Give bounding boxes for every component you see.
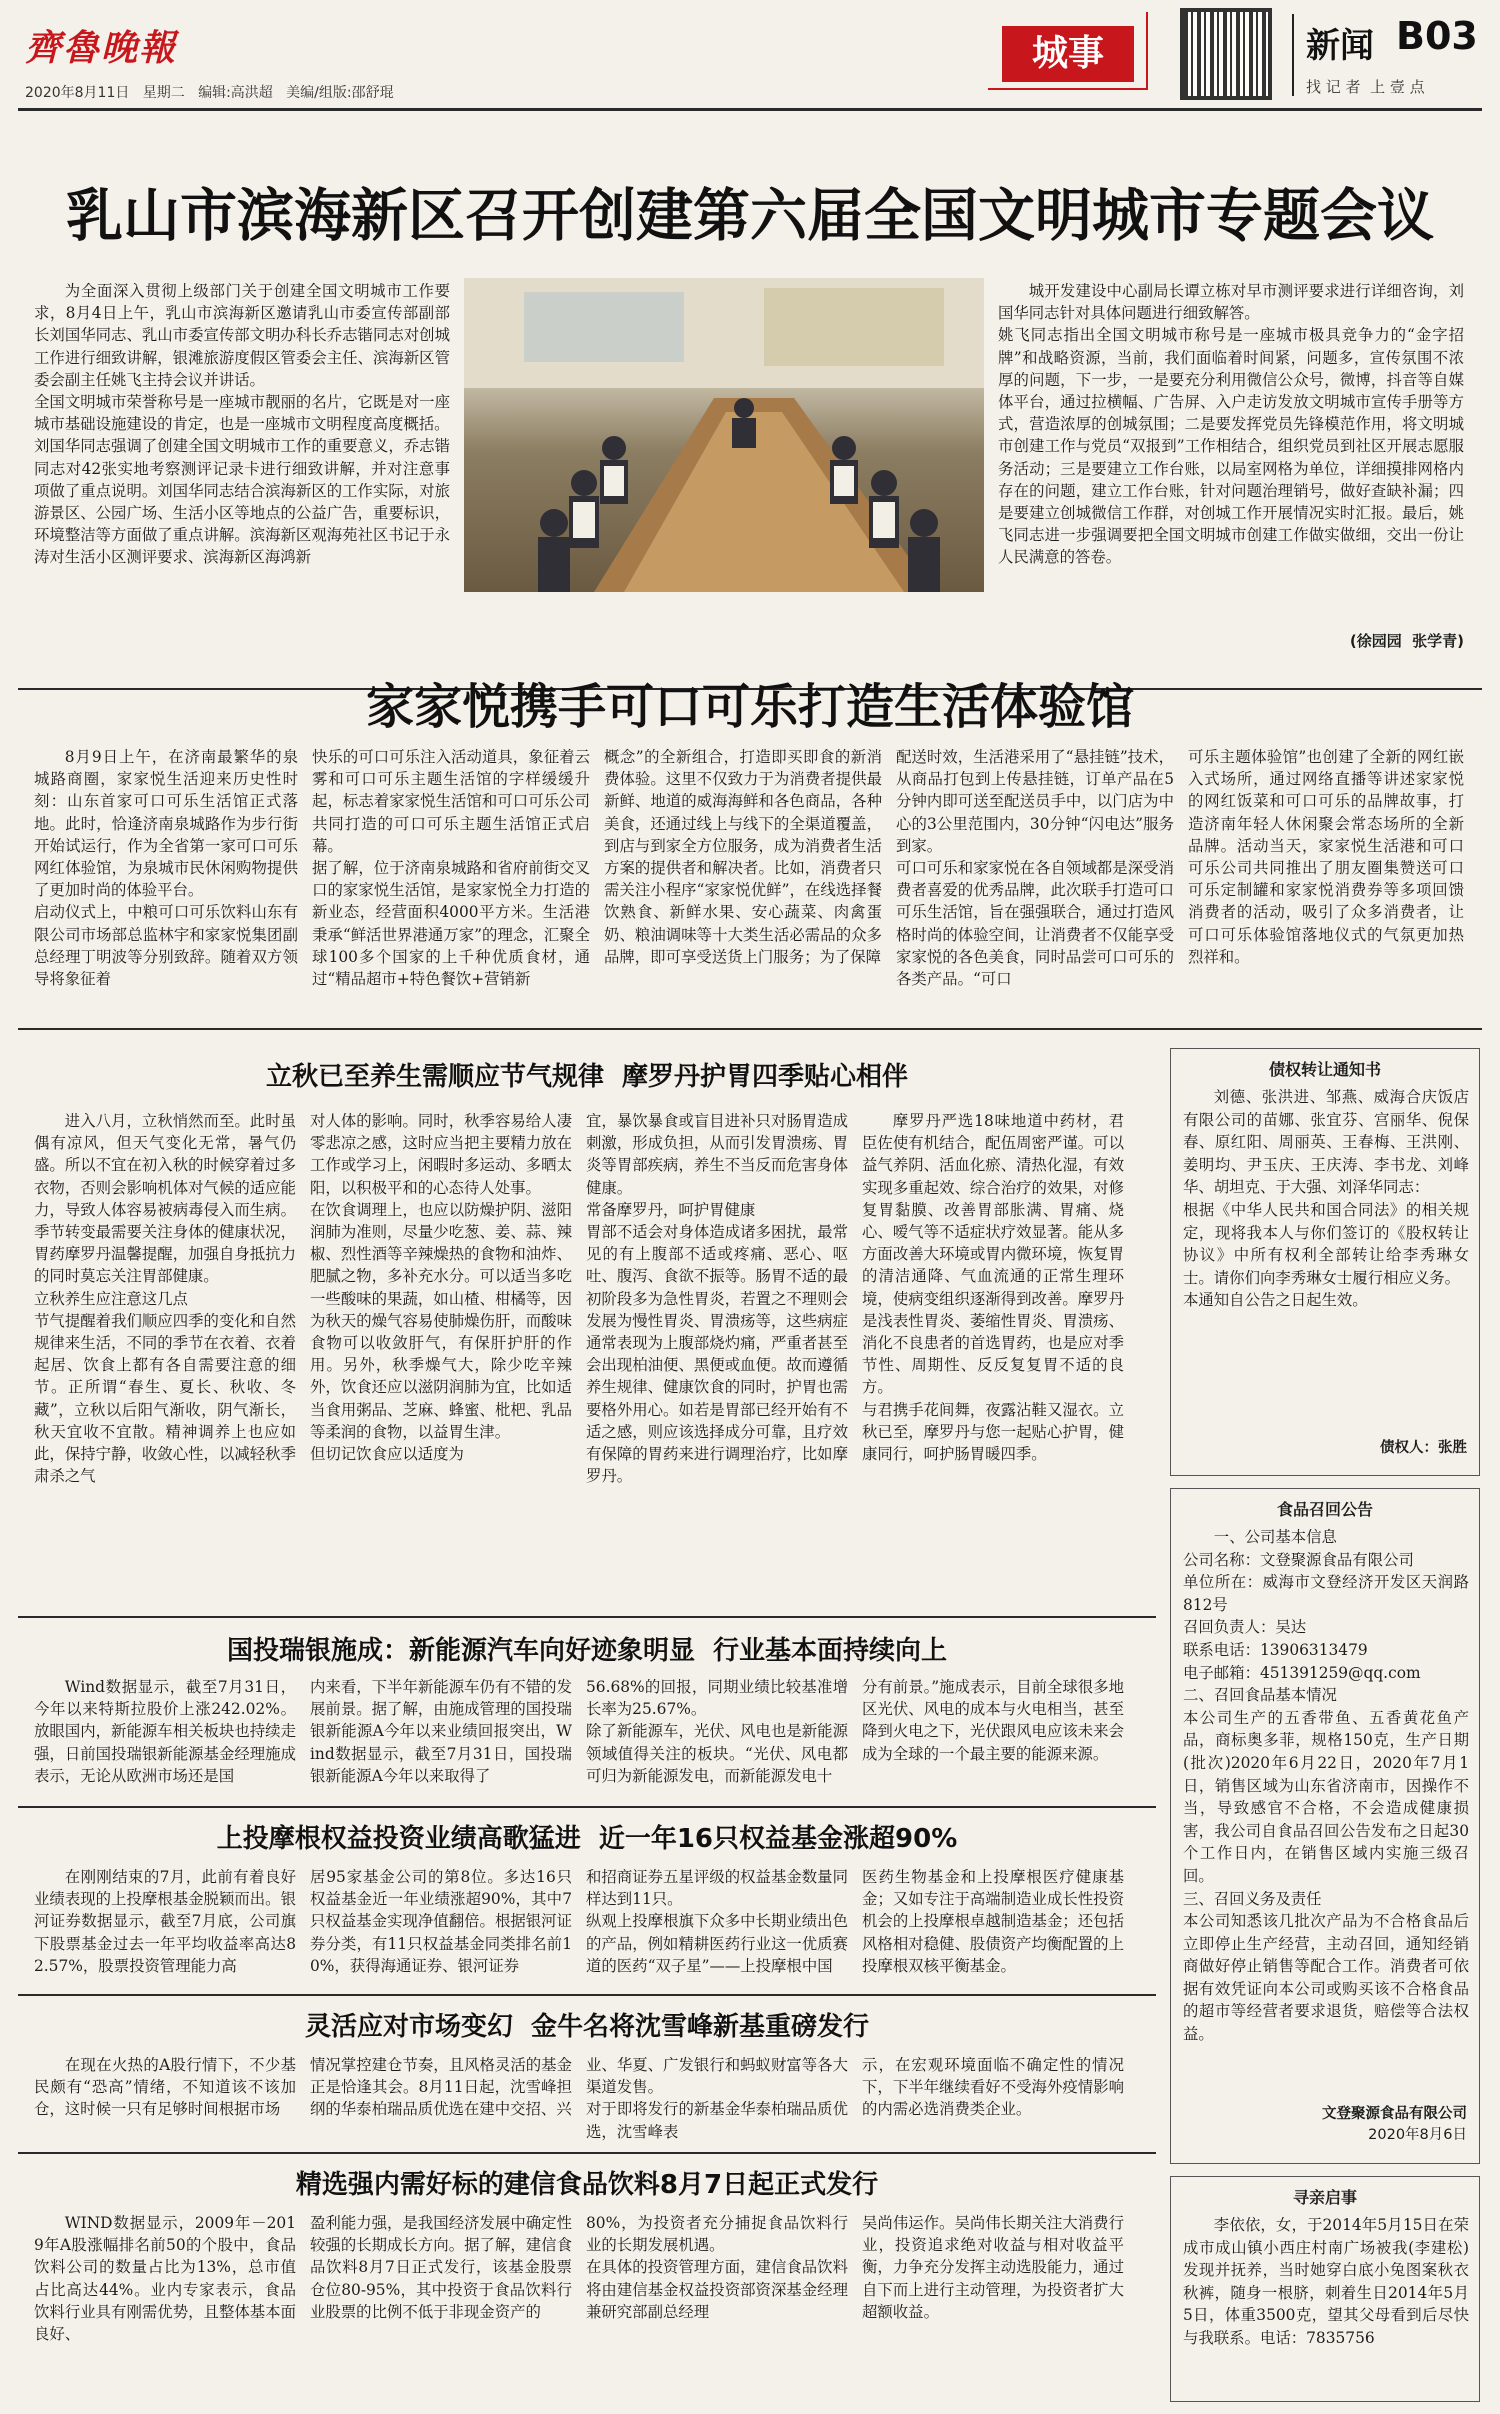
article-7-col-2: 盈利能力强，是我国经济发展中确定性较强的长期成长方向。据了解，建信食品饮料8月7日正式发行，该基金股票仓位80-95%，其中投资于食品饮料行业股票的比例不低于非现金资产的 <box>310 2214 572 2321</box>
article-1-byline: (徐园园 张学青) <box>1349 632 1464 650</box>
rule-5 <box>18 1994 1156 1996</box>
article-4-col-2: 内来看，下半年新能源车仍有不错的发展前景。据了解，由施成管理的国投瑞银新能源A今年以来业绩回报突出，Wind数据显示，截至7月31日，国投瑞银新能源A今年以来取得了 <box>310 1678 572 1785</box>
qr-code[interactable] <box>1180 8 1272 100</box>
notice-debt-transfer <box>1170 1048 1480 1476</box>
article-5-col-4: 医药生物基金和上投摩根医疗健康基金；又如专注于高端制造业成长性投资机会的上投摩根卓越制造基金；还包括风格相对稳健、股债资产均衡配置的上投摩根双核平衡基金。 <box>862 1868 1124 1975</box>
article-1-col-3: 城开发建设中心副局长谭立栋对早市测评要求进行详细咨询，刘国华同志针对具体问题进行细致解答。 姚飞同志指出全国文明城市称号是一座城市极具竞争力的“金字招牌”和战略资源，当前，我们面临着时间紧，问题多，宣传氛围不浓厚的问题，下一步，一是要充分利用微信公众号，微博，抖音等自媒体平台，通过拉横幅、广告屏、入户走访发放文明城市宣传手册等方式，营造浓厚的创城氛围；二是要发挥党员先锋模范作用，将文明城市创建工作与党员“双报到”工作相结合，组织党员到社区开展志愿服务活动；三是要建立工作台账，以局室网格为单位，详细摸排网格内存在的问题，建立工作台账，针对问题治理销号，做好查缺补漏；四是要建立创城微信工作群，对创城工作开展情况实时汇报。最后，姚飞同志进一步强调要把全国文明城市创建工作做实做细，交出一份让人民满意的答卷。 <box>998 282 1464 567</box>
article-7-col-1: WIND数据显示，2009年－2019年A股涨幅排名前50的个股中，食品饮料公司的数量占比为13%，总市值占比高达44%。业内专家表示，食品饮料行业具有刚需优势，且整体基本面良好、 <box>34 2214 296 2344</box>
article-2-col-1: 8月9日上午，在济南最繁华的泉城路商圈，家家悦生活迎来历史性时刻：山东首家可口可乐生活馆正式落地。此时，恰逢济南泉城路作为步行街开始试运行，作为全省第一家可口可乐网红体验馆，为泉城市民休闲购物提供了更加时尚的体验平台。 启动仪式上，中粮可口可乐饮料山东有限公司市场部总监林宇和家家悦集团副总经理丁明波等分别致辞。随着双方领导将象征着 <box>34 748 298 989</box>
rule-2 <box>18 1028 1482 1030</box>
article-7-col-3: 80%，为投资者充分捕捉食品饮料行业的长期发展机遇。 在具体的投资管理方面，建信食品饮料将由建信基金权益投资部资深基金经理兼研究部副总经理 <box>586 2214 848 2321</box>
notice-find-family <box>1170 2176 1480 2402</box>
article-6-col-1: 在现在火热的A股行情下，不少基民颇有“恐高”情绪，不知道该不该加仓，这时候一只有足够时间根据市场 <box>34 2056 296 2119</box>
article-3-col-4: 摩罗丹严选18味地道中药材，君臣佐使有机结合，配伍周密严谨。可以益气养阴、活血化瘀、清热化湿，有效实现多重起效、综合治疗的效果，对修复胃黏膜、改善胃部胀满、胃痛、烧心、嗳气等不适症状疗效显著。能从多方面改善大环境或胃内微环境，恢复胃的清洁通降、气血流通的正常生理环境，使病变组织逐渐得到改善。摩罗丹是浅表性胃炎、萎缩性胃炎、胃溃疡、消化不良患者的首选胃药，也是应对季节性、周期性、反反复复胃不适的良方。 与君携手花间舞，夜露沾鞋又湿衣。立秋已至，摩罗丹与您一起贴心护胃，健康同行，呵护肠胃暖四季。 <box>862 1112 1124 1464</box>
rule-3 <box>18 1616 1156 1618</box>
headline-3: 立秋已至养生需顺应节气规律 摩罗丹护胃四季贴心相伴 <box>265 1062 909 1092</box>
rule-6 <box>18 2152 1156 2154</box>
page-divider <box>1292 14 1294 96</box>
newspaper-logo: 齊魯晚報 <box>25 27 178 69</box>
page-number: B03 <box>1396 14 1478 58</box>
notice-debt-transfer-body: 刘德、张洪进、邹燕、威海合庆饭店有限公司的苗娜、张宜芬、宫丽华、倪保春、原红阳、周丽英、王春梅、王洪刚、姜明均、尹玉庆、王庆涛、李书龙、刘峰华、胡坦克、于大强、刘泽华同志： 根据《中华人民共和国合同法》的相关规定，现将我本人与你们签订的《股权转让协议》中所有权利全部转让给李秀琳女士。请你们向李秀琳女士履行相应义务。 本通知自公告之日起生效。 <box>1183 1088 1469 1310</box>
article-6-col-3: 业、华夏、广发银行和蚂蚁财富等各大渠道发售。 对于即将发行的新基金华泰柏瑞品质优选，沈雪峰表 <box>586 2056 848 2141</box>
article-4-col-3: 56.68%的回报，同期业绩比较基准增长率为25.67%。 除了新能源车，光伏、风电也是新能源领域值得关注的板块。“光伏、风电都可归为新能源发电，而新能源发电十 <box>586 1678 848 1785</box>
notice-find-family-body: 李依依，女，于2014年5月15日在荣成市成山镇小西庄村南广场被我(李建松)发现并抚养，当时她穿白底小兔图案秋衣秋裤，随身一根脐，刺着生日2014年5月5日，体重3500克，望其父母看到后尽快与我联系。电话：7835756 <box>1183 2216 1469 2347</box>
article-3-col-2: 对人体的影响。同时，秋季容易给人凄零悲凉之感，这时应当把主要精力放在工作或学习上，闲暇时多运动、多晒太阳，以积极平和的心态待人处事。 在饮食调理上，也应以防燥护阴、滋阳润肺为准则，尽量少吃葱、姜、蒜、辣椒、烈性酒等辛辣燥热的食物和油炸、肥腻之物，多补充水分。可以适当多吃一些酸味的果蔬，如山楂、柑橘等，因为秋天的燥气容易使肺燥伤肝，而酸味食物可以收敛肝气，有保肝护肝的作用。另外，秋季燥气大，除少吃辛辣外，饮食还应以滋阴润肺为宜，比如适当食用粥品、芝麻、蜂蜜、枇杷、乳品等柔润的食物，以益胃生津。 但切记饮食应以适度为 <box>310 1112 572 1464</box>
article-3-col-1: 进入八月，立秋悄然而至。此时虽偶有凉风，但天气变化无常，暑气仍盛。所以不宜在初入秋的时候穿着过多衣物，否则会影响机体对气候的适应能力，导致人体容易被病毒侵入而生病。季节转变最需要关注身体的健康状况，胃药摩罗丹温馨提醒，加强自身抵抗力的同时莫忘关注胃部健康。 立秋养生应注意这几点 节气提醒着我们顺应四季的变化和自然规律来生活，不同的季节在衣着、衣着起居、饮食上都有各自需要注意的细节。正所谓“春生、夏长、秋收、冬藏”，立秋以后阳气渐收，阴气渐长，秋天宜收不宜散。精神调养上也应如此，保持宁静，收敛心性，以减轻秋季肃杀之气 <box>34 1112 296 1486</box>
article-3-col-3: 宜，暴饮暴食或盲目进补只对肠胃造成刺激，形成负担，从而引发胃溃疡、胃炎等胃部疾病，养生不当反而危害身体健康。 常备摩罗丹，呵护胃健康 胃部不适会对身体造成诸多困扰，最常见的有上腹部不适或疼痛、恶心、呕吐、腹泻、食欲不振等。肠胃不适的最初阶段多为急性胃炎，若置之不理则会发展为慢性胃炎、胃溃疡等，这些病症通常表现为上腹部烧灼痛，严重者甚至会出现柏油便、黑便或血便。故而遵循养生规律、健康饮食的同时，护胃也需要格外用心。如若是胃部已经开始有不适之感，则应该选择成分可靠，且疗效有保障的胃药来进行调理治疗，比如摩罗丹。 <box>586 1112 848 1486</box>
designer-credit: 美编/组版:邵舒琨 <box>286 85 394 101</box>
article-1-col-1: 为全面深入贯彻上级部门关于创建全国文明城市工作要求，8月4日上午，乳山市滨海新区邀请乳山市委宣传部副部长刘国华同志、乳山市委宣传部文明办科长乔志锴同志对创城工作进行细致讲解，银滩旅游度假区管委会主任、滨海新区管委会副主任姚飞主持会议并讲话。 全国文明城市荣誉称号是一座城市靓丽的名片，它既是对一座城市基础设施建设的肯定，也是一座城市文明程度高度概括。 刘国华同志强调了创建全国文明城市工作的重要意义，乔志锴同志对42张实地考察测评记录卡进行细致讲解，并对注意事项做了重点说明。刘国华同志结合滨海新区的工作实际，对旅游景区、公园广场、生活小区等地点的公益广告，重要标识，环境整洁等方面做了重点讲解。滨海新区观海苑社区书记于永涛对生活小区测评要求、滨海新区海鸿新 <box>34 282 450 567</box>
article-6-col-2: 情况掌控建仓节奏，且风格灵活的基金正是恰逢其会。8月11日起，沈雪峰担纲的华泰柏瑞品质优选在建中交招、兴 <box>310 2056 572 2119</box>
notice-food-recall-company: 文登聚源食品有限公司 <box>1322 2106 1467 2122</box>
section-tab: 城事 <box>1002 26 1134 82</box>
article-5-col-1: 在刚刚结束的7月，此前有着良好业绩表现的上投摩根基金脱颖而出。银河证券数据显示，截至7月底，公司旗下股票基金过去一年平均收益率高达82.57%，股票投资管理能力高 <box>34 1868 296 1975</box>
rule-4 <box>18 1806 1156 1808</box>
headline-6: 灵活应对市场变幻 金牛名将沈雪峰新基重磅发行 <box>304 2012 870 2042</box>
notice-find-family-title: 寻亲启事 <box>1292 2188 1357 2207</box>
article-4-col-4: 分有前景。”施成表示，目前全球很多地区光伏、风电的成本与火电相当，甚至降到火电之下，光伏跟风电应该未来会成为全球的一个最主要的能源来源。 <box>862 1678 1124 1763</box>
article-2-col-2: 快乐的可口可乐注入活动道具，象征着云雾和可口可乐主题生活馆的字样缓缓升起，标志着家家悦生活馆和可口可乐公司共同打造的可口可乐主题生活馆正式启幕。 据了解，位于济南泉城路和省府前街交叉口的家家悦生活馆，是家家悦全力打造的新业态，经营面积4000平方米。生活港秉承“鲜活世界港通万家”的理念，汇聚全球100多个国家的上千种优质食材，通过“精品超市+特色餐饮+营销新 <box>312 748 590 989</box>
notice-food-recall-title: 食品召回公告 <box>1276 1500 1373 1519</box>
notice-food-recall-date: 2020年8月6日 <box>1368 2127 1467 2143</box>
issue-date: 2020年8月11日 <box>25 85 130 101</box>
issue-weekday: 星期二 <box>142 85 185 101</box>
editor-credit: 编辑:高洪超 <box>198 85 273 101</box>
article-2-col-4: 配送时效，生活港采用了“悬挂链”技术，从商品打包到上传悬挂链，订单产品在5分钟内即可送至配送员手中，以门店为中心的3公里范围内，30分钟“闪电达”服务到家。 可口可乐和家家悦在各自领域都是深受消费者喜爱的优秀品牌，此次联手打造可口可乐生活馆，旨在强强联合，通过打造风格时尚的体验空间，让消费者不仅能享受家家悦的各色美食，同时品尝可口可乐的各类产品。“可口 <box>896 748 1174 989</box>
headline-5: 上投摩根权益投资业绩高歌猛进 近一年16只权益基金涨超90% <box>216 1824 958 1854</box>
headline-2: 家家悦携手可口可乐打造生活体验馆 <box>365 679 1134 735</box>
article-4-col-1: Wind数据显示，截至7月31日，今年以来特斯拉股价上涨242.02%。放眼国内，新能源车相关板块也持续走强，日前国投瑞银新能源基金经理施成表示，无论从欧洲市场还是国 <box>34 1678 296 1785</box>
news-label: 新闻 <box>1306 26 1374 66</box>
notice-food-recall-body: 一、公司基本信息 公司名称：文登聚源食品有限公司 单位所在：威海市文登经济开发区天润路812号 召回负责人：吴达 联系电话：13906313479 电子邮箱：451391259@qq.com 二、召回食品基本情况 本公司生产的五香带鱼、五香黄花鱼产品，商标奥多菲，规格150克，生产日期(批次)2020年6月22日，2020年7月1日，销售区域为山东省济南市，因操作不当，导致感官不合格，不会造成健康损害，我公司自食品召回公告发布之日起30个工作日内，在销售区域内实施三级召回。 三、召回义务及责任 本公司知悉该几批次产品为不合格食品后立即停止生产经营，主动召回，通知经销商做好停止销售等配合工作。消费者可依据有效凭证向本公司或购买该不合格食品的超市等经营者要求退货，赔偿等合法权益。 <box>1183 1528 1469 2044</box>
issue-info <box>25 82 394 102</box>
article-2-col-3: 概念”的全新组合，打造即买即食的新消费体验。这里不仅致力于为消费者提供最新鲜、地道的威海海鲜和各色商品，各种美食，还通过线上与线下的全渠道覆盖，到店与到家全方位服务，成为消费者生活方案的提供者和解决者。比如，消费者只需关注小程序“家家悦优鲜”，在线选择餐饮熟食、新鲜水果、安心蔬菜、肉禽蛋奶、粮油调味等十大类生活必需品的众多品牌，即可享受送货上门服务；为了保障 <box>604 748 882 966</box>
slogan: 找 记 者 上 壹 点 <box>1306 78 1425 96</box>
notice-debt-transfer-signature: 债权人：张胜 <box>1380 1440 1467 1456</box>
meeting-photo <box>464 278 984 592</box>
masthead <box>0 0 1500 118</box>
article-5-col-2: 居95家基金公司的第8位。多达16只权益基金近一年业绩涨超90%，其中7只权益基金实现净值翻倍。根据银河证券分类，有11只权益基金同类排名前10%，获得海通证券、银河证券 <box>310 1868 572 1975</box>
headline-4: 国投瑞银施成：新能源汽车向好迹象明显 行业基本面持续向上 <box>226 1636 948 1666</box>
notice-debt-transfer-title: 债权转让通知书 <box>1268 1060 1381 1079</box>
notice-food-recall <box>1170 1488 1480 2164</box>
meeting-photo-drawing <box>464 278 984 592</box>
headline-7: 精选强内需好标的建信食品饮料8月7日起正式发行 <box>295 2170 879 2200</box>
article-2-col-5: 可乐主题体验馆”也创建了全新的网红嵌入式场所，通过网络直播等讲述家家悦的网红饭菜和可口可乐的品牌故事，打造济南年轻人休闲聚会常态场所的全新品牌。活动当天，家家悦生活港和可口可乐公司共同推出了朋友圈集赞送可口可乐定制罐和家家悦消费券等多项回馈消费者的活动，吸引了众多消费者，让可口可乐体验馆落地仪式的气氛更加热烈祥和。 <box>1188 748 1464 966</box>
masthead-rule <box>18 108 1482 111</box>
article-5-col-3: 和招商证券五星评级的权益基金数量同样达到11只。 纵观上投摩根旗下众多中长期业绩出色的产品，例如精耕医药行业这一优质赛道的医药“双子星”——上投摩根中国 <box>586 1868 848 1975</box>
headline-1: 乳山市滨海新区召开创建第六届全国文明城市专题会议 <box>66 183 1434 249</box>
article-7-col-4: 吴尚伟运作。吴尚伟长期关注大消费行业，投资追求绝对收益与相对收益平衡，力争充分发挥主动选股能力，通过自下而上进行主动管理，为投资者扩大超额收益。 <box>862 2214 1124 2321</box>
article-6-col-4: 示，在宏观环境面临不确定性的情况下，下半年继续看好不受海外疫情影响的内需必选消费类企业。 <box>862 2056 1124 2119</box>
